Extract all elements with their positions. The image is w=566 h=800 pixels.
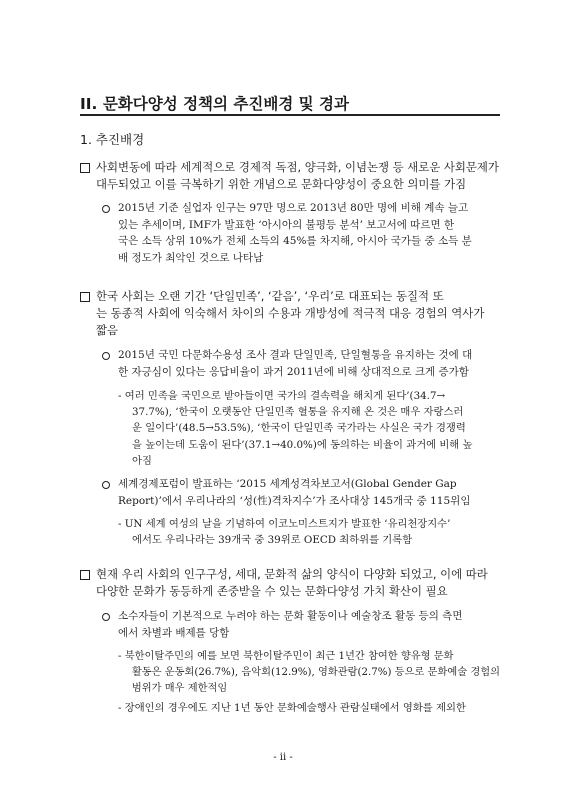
text-line: - UN 세계 여성의 날을 기념하여 이코노미스트지가 발표한 ‘유리천장지수’ bbox=[118, 518, 451, 530]
text-line: 세계경제포럼이 발표하는 ‘2015 세계성격차보고서(Global Gender Gap bbox=[118, 478, 457, 490]
text-line: 에서도 우리나라는 39개국 중 39위로 OECD 최하위를 기록함 bbox=[132, 534, 413, 547]
text-line: 있는 추세이며, IMF가 발표한 ‘아시아의 불평등 분석’ 보고서에 따르면 한 bbox=[118, 218, 455, 231]
main-paragraph bbox=[96, 159, 499, 193]
text-line: - 북한이탈주민의 예를 보면 북한이탈주민이 최근 1년간 참여한 향유형 문화 bbox=[118, 650, 454, 662]
dash-paragraph bbox=[118, 516, 450, 548]
text-line: 배 정도가 최악인 것으로 나타남 bbox=[118, 251, 264, 264]
dash-paragraph bbox=[118, 648, 503, 697]
circle-bullet-icon bbox=[102, 352, 110, 360]
title-underline bbox=[80, 114, 500, 116]
text-line: 는 동종적 사회에 익숙해서 차이의 수용과 개방성에 적극적 대응 경험의 역사가 bbox=[96, 306, 485, 320]
sub-paragraph bbox=[118, 200, 472, 266]
section-title: 1. 추진배경 bbox=[80, 132, 145, 147]
dash-paragraph bbox=[118, 700, 466, 716]
sub-paragraph bbox=[118, 347, 472, 380]
text-line: 아짐 bbox=[132, 454, 152, 467]
circle-bullet-icon bbox=[102, 481, 110, 489]
circle-bullet-icon bbox=[102, 613, 110, 621]
text-line: 범위가 매우 제한적임 bbox=[131, 682, 228, 695]
text-line: 짧음 bbox=[96, 323, 119, 337]
text-line: 사회변동에 따라 세계적으로 경제적 독점, 양극화, 이념논쟁 등 새로운 사회문제가 bbox=[96, 160, 499, 174]
text-line: - 여러 민족을 국민으로 받아들이면 국가의 결속력을 해치게 된다’(34.7→ bbox=[118, 390, 446, 402]
square-bullet-icon bbox=[80, 163, 90, 173]
main-paragraph bbox=[96, 288, 484, 339]
text-line: 활동은 운동회(26.7%), 음악회(12.9%), 영화관람(2.7%) 등으로 문화예술 경험의 bbox=[131, 666, 500, 679]
page-number: - ii - bbox=[273, 752, 293, 763]
chapter-title: II. 문화다양성 정책의 추진배경 및 경과 bbox=[80, 95, 349, 113]
text-line: 을 높이는데 도움이 된다’(37.1→40.0%)에 동의하는 비율이 과거에 비해 높 bbox=[132, 438, 473, 451]
text-line: 2015년 국민 다문화수용성 조사 결과 단일민족, 단일혈통을 유지하는 것에 대 bbox=[118, 349, 473, 361]
text-line: - 장애인의 경우에도 지난 1년 동안 문화예술행사 관람실태에서 영화를 제외한 bbox=[118, 702, 466, 714]
dash-paragraph bbox=[118, 388, 472, 469]
text-line: 37.7%), ‘한국이 오랫동안 단일민족 혈통을 유지해 온 것은 매우 자랑스러 bbox=[132, 406, 464, 419]
text-line: 대두되었고 이를 극복하기 위한 개념으로 문화다양성이 중요한 의미를 가짐 bbox=[96, 177, 467, 191]
text-line: 에서 차별과 배제를 당함 bbox=[118, 626, 230, 639]
square-bullet-icon bbox=[80, 570, 90, 580]
text-line: 2015년 기준 실업자 인구는 97만 명으로 2013년 80만 명에 비해 계속 늘고 bbox=[118, 202, 469, 214]
text-line: 현재 우리 사회의 인구구성, 세대, 문화적 삶의 양식이 다양화 되었고, 이에 따라 bbox=[96, 567, 488, 581]
sub-paragraph bbox=[118, 476, 470, 509]
text-line: Report)’에서 우리나라의 ‘성(性)격차지수’가 조사대상 145개국 중 115위임 bbox=[118, 494, 471, 507]
main-paragraph bbox=[96, 566, 488, 600]
square-bullet-icon bbox=[80, 292, 90, 302]
text-line: 다양한 문화가 동등하게 존중받을 수 있는 문화다양성 가치 확산이 필요 bbox=[96, 584, 448, 598]
circle-bullet-icon bbox=[102, 205, 110, 213]
sub-paragraph bbox=[118, 608, 462, 641]
text-line: 한국 사회는 오랜 기간 ‘단일민족’, ‘같음’, ‘우리’로 대표되는 동질적 또 bbox=[96, 289, 444, 303]
text-line: 국은 소득 상위 10%가 전체 소득의 45%를 차지해, 아시아 국가들 중 소득 분 bbox=[118, 235, 472, 247]
text-line: 소수자들이 기본적으로 누려야 하는 문화 활동이나 예술창조 활동 등의 측면 bbox=[118, 610, 463, 622]
text-line: 한 자긍심이 있다는 응답비율이 과거 2011년에 비해 상대적으로 크게 증가함 bbox=[118, 365, 469, 378]
text-line: 운 일이다’(48.5→53.5%), ‘한국이 단일민족 국가라는 사실은 국가 경쟁력 bbox=[132, 422, 466, 435]
